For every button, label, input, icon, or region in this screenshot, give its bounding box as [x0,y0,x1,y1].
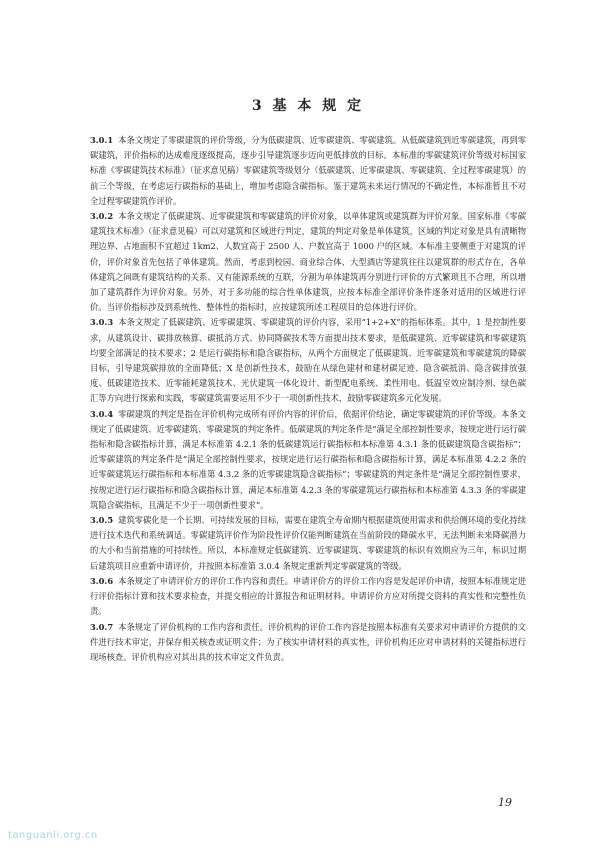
clause-3-0-5 [90,513,526,574]
clause-number: 3.0.5 [90,515,114,526]
clause-number: 3.0.1 [90,135,114,145]
clause-number: 3.0.7 [90,621,114,632]
clause-3-0-1 [90,133,526,209]
clause-text: 本条规定了申请评价方的评价工作内容和责任。申请评价方的评价工作内容是发起评价申请，按照本标准规定进行评价指标计算和技术要求检查，并提交相应的计算报告和证明材料。申请评价方应对所提交资料的真实性和完整性负责。 [90,575,526,617]
clause-text: 本条文规定了低碳建筑、近零碳建筑、零碳建筑的评价内容，采用“1+2+X”的指标体系。其中，1 是控制性要求，从建筑设计、碳排放核算、碳抵消方式、协同降碳技术等方面提出技术要求，是低碳建筑、近零碳建筑和零碳建筑均要全部满足的技术要求；2 是运行碳指标和隐含碳指标，从两个方面规定了低碳建筑、近零碳建筑和零碳建筑的降碳目标，引导建筑碳排放的全面降低；X 是创新性技术，鼓励在从绿色建材和建材碳足迹、隐含碳抵消、隐含碳排放强度、低碳建造技术、近零能耗建筑技术、光伏建筑一体化设计、新型配电系统、柔性用电、低温室效应制冷剂、绿色碳汇等方向进行探索和实践，零碳建筑需要运用不少于一项创新性技术，鼓励零碳建筑多元化发展。 [90,317,526,404]
clause-number: 3.0.6 [90,575,114,586]
clause-3-0-4 [90,407,526,513]
clause-text: 建筑零碳化是一个长期、可持续发展的目标，需要在建筑全寿命期内根据建筑使用需求和供给侧环境的变化持续进行技术迭代和系统调适。零碳建筑评价作为阶段性评价仅能判断建筑在当前阶段的降碳水平，无法判断未来降碳潜力的大小和当前措施的可持续性。所以，本标准规定低碳建筑、近零碳建筑、零碳建筑的标识有效期应为三年，标识过期后建筑项目应重新申请评价，并按照本标准第 3.0.4 条规定重新判定零碳建筑的等级。 [90,515,526,571]
clause-number: 3.0.3 [90,317,114,328]
watermark: tanguanli.org.cn [8,830,98,841]
clause-3-0-2 [90,209,526,315]
clause-3-0-6 [90,574,526,620]
clause-number: 3.0.2 [90,211,114,222]
clause-3-0-3 [90,315,526,406]
chapter-title: 3 基 本 规 定 [251,98,365,114]
clause-text: 本条文规定了零碳建筑的评价等级，分为低碳建筑、近零碳建筑、零碳建筑。从低碳建筑到近零碳建筑，再到零碳建筑，评价指标的达成难度逐级提高，逐步引导建筑逐步迈向更低排放的目标。本标准的零碳建筑评价等级对标国家标准《零碳建筑技术标准》（征求意见稿）零碳建筑等级划分（低碳建筑、近零碳建筑、零碳建筑、全过程零碳建筑）的前三个等级，在考虑运行碳指标的基础上，增加考虑隐含碳指标。鉴于建筑未来运行情况的不确定性，本标准暂且不对全过程零碳建筑作评价。 [90,135,526,206]
clause-number: 3.0.4 [90,408,114,419]
clause-list [90,133,526,665]
clause-text: 本条文规定了低碳建筑、近零碳建筑和零碳建筑的评价对象，以单体建筑或建筑群为评价对象。国家标准《零碳建筑技术标准》（征求意见稿）可以对建筑和区域进行判定，建筑的判定对象是单体建筑，区域的判定对象是具有清晰物理边界、占地面积不宜超过 1km2、人数宜高于 2500 人、户数宜高于 1000 户的区域。本标准主要侧重于对建筑的评价，评价对象首先包括了单体建筑。然而，考虑到校园、商业综合体、大型酒店等建筑往往以建筑群的形式存在，各单体建筑之间既有建筑结构的关系、又有能源系统的互联，分割为单体建筑再分别进行评价的方式繁琐且不合理，所以增加了建筑群作为评价对象。另外，对于多功能的综合性单体建筑，应按本标准全部评价条件逐条对适用的区域进行评价。当评价指标涉及到系统性、整体性的指标时，应按建筑所述工程项目的总体进行评价。 [90,211,526,313]
document-page [90,95,526,665]
page-number: 19 [498,796,512,809]
clause-text: 本条规定了评价机构的工作内容和责任。评价机构的评价工作内容是按照本标准有关要求对申请评价方提供的文件进行技术审定，并保存相关核查或证明文件；为了核实申请材料的真实性，评价机构还应对申请材料的关键指标进行现场核查。评价机构应对其出具的技术审定文件负责。 [90,621,526,662]
clause-text: 零碳建筑的判定是指在评价机构完成所有评价内容的评价后，依据评价结论，确定零碳建筑的评价等级。本条文规定了低碳建筑、近零碳建筑、零碳建筑的判定条件。低碳建筑的判定条件是“满足全部控制性要求，按规定进行运行碳指标和隐含碳指标计算，满足本标准第 4.2.1 条的低碳建筑运行碳指标和本标准第 4.3.1 条的低碳建筑隐含碳指标”；近零碳建筑的判定条件是“满足全部控制性要求，按规定进行运行碳指标和隐含碳指标计算，满足本标准第 4.2.2 条的近零碳建筑运行碳指标和本标准第 4.3.2 条的近零碳建筑隐含碳指标”；零碳建筑的判定条件是“满足全部控制性要求，按规定进行运行碳指标和隐含碳指标计算，满足本标准第 4.2.3 条的零碳建筑运行碳指标和本标准第 4.3.3 条的零碳建筑隐含碳指标，且满足不少于一项创新性要求”。 [90,408,526,510]
clause-3-0-7 [90,620,526,666]
